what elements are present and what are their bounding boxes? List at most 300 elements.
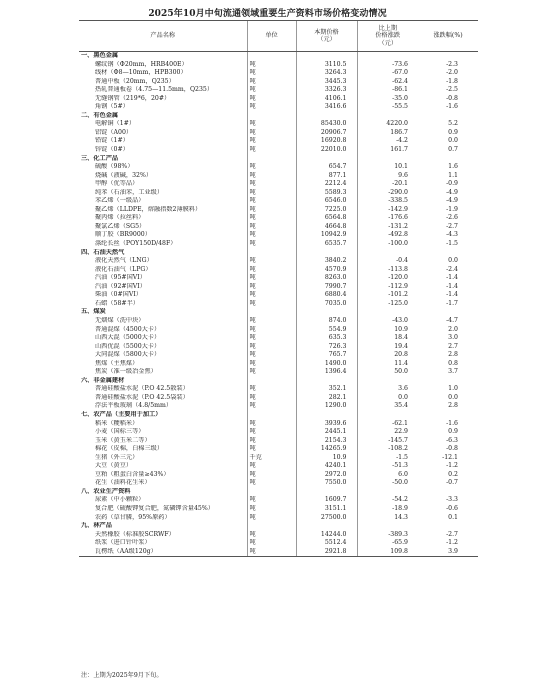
product-name [79,86,247,95]
table-row [79,360,478,369]
change-cell: -51.3 [357,462,418,471]
price-cell: 6564.8 [296,214,357,223]
price-cell: 2154.3 [296,437,357,446]
table-row [79,283,478,292]
change-cell: 3.6 [357,385,418,394]
category-row [79,411,478,420]
product-name-text: 液化石油气（LPG） [95,265,152,273]
price-cell: 16920.8 [296,137,357,146]
category-row [79,488,478,497]
product-name [79,240,247,249]
pct-cell: -1.4 [446,274,458,282]
unit-cell: 吨 [247,514,296,523]
category-row [79,377,478,386]
unit-cell: 吨 [247,240,296,249]
table-row [79,266,478,275]
price-cell: 4570.9 [296,266,357,275]
change-cell [357,112,418,121]
pct-cell: -4.9 [446,188,458,196]
table-row [79,326,478,335]
price-cell [296,488,357,497]
product-name [79,334,247,343]
unit-cell [247,308,296,317]
product-name-text: 焦煤（主焦煤） [95,359,139,367]
change-cell [357,522,418,531]
product-name [79,420,247,429]
table-row [79,437,478,446]
unit-cell: 吨 [247,360,296,369]
pct-cell: 0.2 [448,470,458,478]
pct-cell: 1.1 [448,171,458,179]
unit-cell: 吨 [247,334,296,343]
unit-cell: 吨 [247,197,296,206]
pct-cell [418,52,478,61]
product-name [79,368,247,377]
product-name [79,78,247,87]
change-cell: -142.9 [357,206,418,215]
change-cell: -62.1 [357,420,418,429]
table-row [79,531,478,540]
change-cell: -67.0 [357,69,418,78]
unit-cell: 吨 [247,206,296,215]
product-name [79,317,247,326]
unit-cell: 吨 [247,146,296,155]
change-cell: -125.0 [357,300,418,309]
category-row [79,112,478,121]
price-cell: 3264.3 [296,69,357,78]
change-cell: 50.0 [357,368,418,377]
product-name-text: 纯苯（石油苯，工业级） [95,188,164,196]
unit-cell: 吨 [247,189,296,198]
pct-cell: 5.2 [448,120,458,128]
price-cell: 3939.6 [296,420,357,429]
pct-cell [418,522,478,531]
price-cell [296,522,357,531]
category-name: 六、非金属建材 [81,376,125,384]
change-cell: 22.9 [357,428,418,437]
price-cell: 6546.0 [296,197,357,206]
change-cell: 109.8 [357,548,418,557]
footnote: 注：上期为2025年9月下旬。 [81,672,163,679]
table-row [79,420,478,429]
product-name-text: 螺纹钢（Φ20mm，HRB400E） [95,60,188,68]
product-name-text: 液化天然气（LNG） [95,257,153,265]
table-row [79,95,478,104]
pct-cell: -1.7 [446,299,458,307]
product-name [79,326,247,335]
change-cell: 9.6 [357,172,418,181]
change-cell: 161.7 [357,146,418,155]
pct-cell [418,249,478,258]
change-cell: -176.6 [357,214,418,223]
price-cell: 3445.3 [296,78,357,87]
unit-cell [247,411,296,420]
unit-cell: 吨 [247,103,296,112]
change-cell: 4220.0 [357,120,418,129]
table-row [79,274,478,283]
table-row [79,103,478,112]
pct-cell: -1.6 [446,103,458,111]
price-cell: 3840.2 [296,257,357,266]
product-name [79,360,247,369]
product-name [79,189,247,198]
unit-cell: 吨 [247,394,296,403]
product-name-text: 焦炭（准一级冶金焦） [95,368,157,376]
unit-cell [247,488,296,497]
change-cell [357,411,418,420]
table-row [79,206,478,215]
unit-cell: 吨 [247,266,296,275]
change-cell: -338.5 [357,197,418,206]
table-row [79,402,478,411]
change-cell: 186.7 [357,129,418,138]
price-cell: 554.9 [296,326,357,335]
pct-cell: -6.3 [446,436,458,444]
change-cell [357,377,418,386]
table-row [79,479,478,488]
unit-cell: 吨 [247,420,296,429]
product-name-text: 山西优混（5500大卡） [95,342,161,350]
product-name-text: 硫酸（98%） [95,163,134,171]
pct-cell: -1.2 [446,539,458,547]
price-cell: 4106.1 [296,95,357,104]
product-name-text: 小麦（国标三等） [95,428,145,436]
change-cell: -43.0 [357,317,418,326]
pct-cell: -2.6 [446,214,458,222]
unit-cell: 吨 [247,180,296,189]
change-cell: -290.0 [357,189,418,198]
product-name-text: 生猪（外三元） [95,453,139,461]
product-name [79,531,247,540]
price-cell [296,249,357,258]
unit-cell: 吨 [247,163,296,172]
table-row [79,291,478,300]
product-name-text: 无缝钢管（219*6，20#） [95,94,171,102]
change-cell: 11.4 [357,360,418,369]
product-name [79,300,247,309]
price-cell: 14244.0 [296,531,357,540]
unit-cell [247,52,296,61]
unit-cell: 吨 [247,385,296,394]
pct-cell: -4.3 [446,231,458,239]
product-name-text: 大豆（黄豆） [95,462,133,470]
change-cell: -1.5 [357,454,418,463]
price-cell [296,52,357,61]
product-name-text: 汽油（95#国VI） [95,274,146,282]
product-name [79,291,247,300]
change-cell: -492.8 [357,231,418,240]
price-cell: 2972.0 [296,471,357,480]
product-name [79,137,247,146]
price-cell: 14265.9 [296,445,357,454]
product-name-text: 棉花（皮棉，白棉三级） [95,445,164,453]
unit-cell: 吨 [247,317,296,326]
unit-cell: 吨 [247,471,296,480]
pct-cell: 2.0 [448,325,458,333]
price-cell: 726.3 [296,343,357,352]
product-name-text: 铝锭（A00） [95,128,133,136]
unit-cell [247,112,296,121]
product-name-text: 线材（Φ8—10mm，HPB300） [95,69,187,77]
product-name-text: 锌锭（0#） [95,146,129,154]
pct-cell: 0.9 [448,428,458,436]
price-cell: 7225.0 [296,206,357,215]
product-name-text: 汽油（92#国VI） [95,282,146,290]
product-name [79,223,247,232]
table-row [79,86,478,95]
unit-cell: 吨 [247,445,296,454]
table-row [79,351,478,360]
change-cell: 20.8 [357,351,418,360]
unit-cell: 吨 [247,95,296,104]
product-name-text: 瓦楞纸（AA级120g） [95,547,157,555]
table-row [79,189,478,198]
pct-cell: -1.5 [446,240,458,248]
header-change: 比上期 价格涨跌 （元） [357,21,418,52]
unit-cell: 吨 [247,402,296,411]
change-cell: -101.2 [357,291,418,300]
unit-cell: 吨 [247,539,296,548]
product-name-text: 铅锭（1#） [95,137,129,145]
table-row [79,334,478,343]
product-name [79,283,247,292]
table-row [79,343,478,352]
price-cell: 6880.4 [296,291,357,300]
pct-cell: -0.6 [446,504,458,512]
product-name-text: 豆粕（粗蛋白含量≥43%） [95,470,170,478]
category-row [79,522,478,531]
product-name [79,462,247,471]
price-cell: 3110.5 [296,61,357,70]
product-name-text: 普通硅酸盐水泥（P.O 42.5散装） [95,385,189,393]
product-name [79,163,247,172]
pct-cell [418,112,478,121]
price-cell: 2212.4 [296,180,357,189]
change-cell: -4.2 [357,137,418,146]
product-name-text: 天然橡胶（标准胶SCRWF） [95,530,175,538]
change-cell: -113.8 [357,266,418,275]
product-name-text: 农药（草甘膦，95%原药） [95,513,171,521]
unit-cell: 吨 [247,231,296,240]
unit-cell: 吨 [247,172,296,181]
product-name-text: 电解铜（1#） [95,120,136,128]
unit-cell: 吨 [247,86,296,95]
price-cell: 635.3 [296,334,357,343]
product-name-text: 花生（油料花生米） [95,479,151,487]
table-row [79,368,478,377]
change-cell [357,249,418,258]
pct-cell: -2.7 [446,530,458,538]
pct-cell: 1.0 [448,385,458,393]
unit-cell: 吨 [247,505,296,514]
product-name-text: 热轧普通板卷（4.75—11.5mm，Q235） [95,86,214,94]
category-row [79,249,478,258]
unit-cell: 吨 [247,548,296,557]
pct-cell: 0.7 [448,146,458,154]
table-body [79,52,478,557]
price-cell [296,308,357,317]
product-name [79,514,247,523]
product-name [79,445,247,454]
price-cell: 874.0 [296,317,357,326]
product-name [79,120,247,129]
unit-cell: 吨 [247,69,296,78]
table-row [79,454,478,463]
unit-cell [247,249,296,258]
table-row [79,69,478,78]
table-row [79,146,478,155]
header-price: 本期价格 （元） [296,21,357,52]
pct-cell: 0.0 [448,257,458,265]
change-cell: 6.0 [357,471,418,480]
product-name [79,180,247,189]
table-row [79,514,478,523]
price-cell: 654.7 [296,163,357,172]
product-name [79,454,247,463]
product-name [79,266,247,275]
price-cell: 1490.0 [296,360,357,369]
product-name [79,351,247,360]
pct-cell [418,155,478,164]
product-name [79,103,247,112]
table-row [79,180,478,189]
price-cell: 7550.0 [296,479,357,488]
product-name [79,343,247,352]
product-name [79,428,247,437]
table-row [79,129,478,138]
price-cell: 2445.1 [296,428,357,437]
pct-cell: -0.7 [446,479,458,487]
product-name-text: 尿素（中小颗粒） [95,496,145,504]
pct-cell: -2.0 [446,69,458,77]
header-unit: 单位 [247,21,296,52]
price-cell [296,377,357,386]
pct-cell: -2.7 [446,222,458,230]
pct-cell: -1.4 [446,282,458,290]
price-cell: 1609.7 [296,496,357,505]
pct-cell: 0.0 [448,137,458,145]
change-cell: -62.4 [357,78,418,87]
pct-cell: 2.8 [448,351,458,359]
price-cell: 877.1 [296,172,357,181]
product-name-text: 稻米（粳稻米） [95,419,139,427]
pct-cell: -0.8 [446,445,458,453]
price-cell: 7035.0 [296,300,357,309]
change-cell: 10.1 [357,163,418,172]
table-row [79,428,478,437]
pct-cell: -4.7 [446,316,458,324]
product-name [79,197,247,206]
category-name: 九、林产品 [81,522,112,530]
pct-cell: -2.3 [446,60,458,68]
product-name-text: 顺丁胶（BR9000） [95,231,151,239]
page-title: 2025年10月中旬流通领域重要生产资料市场价格变动情况 [148,9,387,19]
unit-cell: 吨 [247,351,296,360]
price-cell: 2921.8 [296,548,357,557]
change-cell: 19.4 [357,343,418,352]
pct-cell [418,411,478,420]
unit-cell: 吨 [247,120,296,129]
change-cell: 10.9 [357,326,418,335]
pct-cell: 3.7 [448,368,458,376]
unit-cell: 吨 [247,479,296,488]
table-row [79,471,478,480]
unit-cell: 吨 [247,223,296,232]
product-name-text: 纸浆（进口针叶浆） [95,539,151,547]
table-row [79,78,478,87]
pct-cell [418,377,478,386]
product-name [79,471,247,480]
table-row [79,317,478,326]
pct-cell: 0.9 [448,128,458,136]
pct-cell: -0.9 [446,180,458,188]
price-cell: 85430.0 [296,120,357,129]
product-name [79,129,247,138]
price-cell: 352.1 [296,385,357,394]
change-cell: -55.5 [357,103,418,112]
product-name-text: 聚乙烯（LLDPE，熔融指数2薄膜料） [95,205,202,213]
unit-cell: 吨 [247,437,296,446]
price-cell: 3416.6 [296,103,357,112]
category-name: 八、农业生产资料 [81,487,131,495]
unit-cell: 吨 [247,78,296,87]
unit-cell: 吨 [247,496,296,505]
product-name-text: 普通混煤（4500大卡） [95,325,161,333]
product-name-text: 浮法平板玻璃（4.8/5mm） [95,402,173,410]
product-name-text: 玉米（黄玉米二等） [95,436,151,444]
header-pct: 涨跌幅(%) [418,21,478,52]
table-row [79,231,478,240]
table-row [79,163,478,172]
unit-cell: 吨 [247,129,296,138]
pct-cell: 3.9 [418,548,478,557]
unit-cell: 吨 [247,300,296,309]
pct-cell: -2.4 [446,265,458,273]
product-name [79,402,247,411]
pct-cell: 2.7 [448,342,458,350]
product-name-text: 普通中板（20mm，Q235） [95,77,175,85]
price-cell: 8263.0 [296,274,357,283]
pct-cell: -4.9 [446,197,458,205]
price-cell: 5512.4 [296,539,357,548]
product-name [79,146,247,155]
product-name [79,548,247,557]
price-cell: 282.1 [296,394,357,403]
unit-cell: 吨 [247,137,296,146]
product-name-text: 石蜡（58#半） [95,299,139,307]
unit-cell [247,377,296,386]
product-name-text: 复合肥（硫酸钾复合肥，氮磷钾含量45%） [95,504,214,512]
category-name: 七、农产品（主要用于加工） [81,410,162,418]
change-cell: 0.0 [357,394,418,403]
change-cell: 14.3 [357,514,418,523]
change-cell [357,488,418,497]
pct-cell [418,488,478,497]
product-name-text: 聚丙烯（拉丝料） [95,214,145,222]
category-name: 五、煤炭 [81,308,106,316]
product-name-text: 大同混煤（5800大卡） [95,351,161,359]
pct-cell [418,308,478,317]
pct-cell: -2.5 [446,86,458,94]
product-name [79,437,247,446]
unit-cell: 吨 [247,283,296,292]
unit-cell: 千克 [247,454,296,463]
price-cell: 10942.9 [296,231,357,240]
table-row [79,548,478,557]
change-cell: -73.6 [357,61,418,70]
category-name: 四、石油天然气 [81,248,125,256]
pct-cell: 0.0 [448,393,458,401]
